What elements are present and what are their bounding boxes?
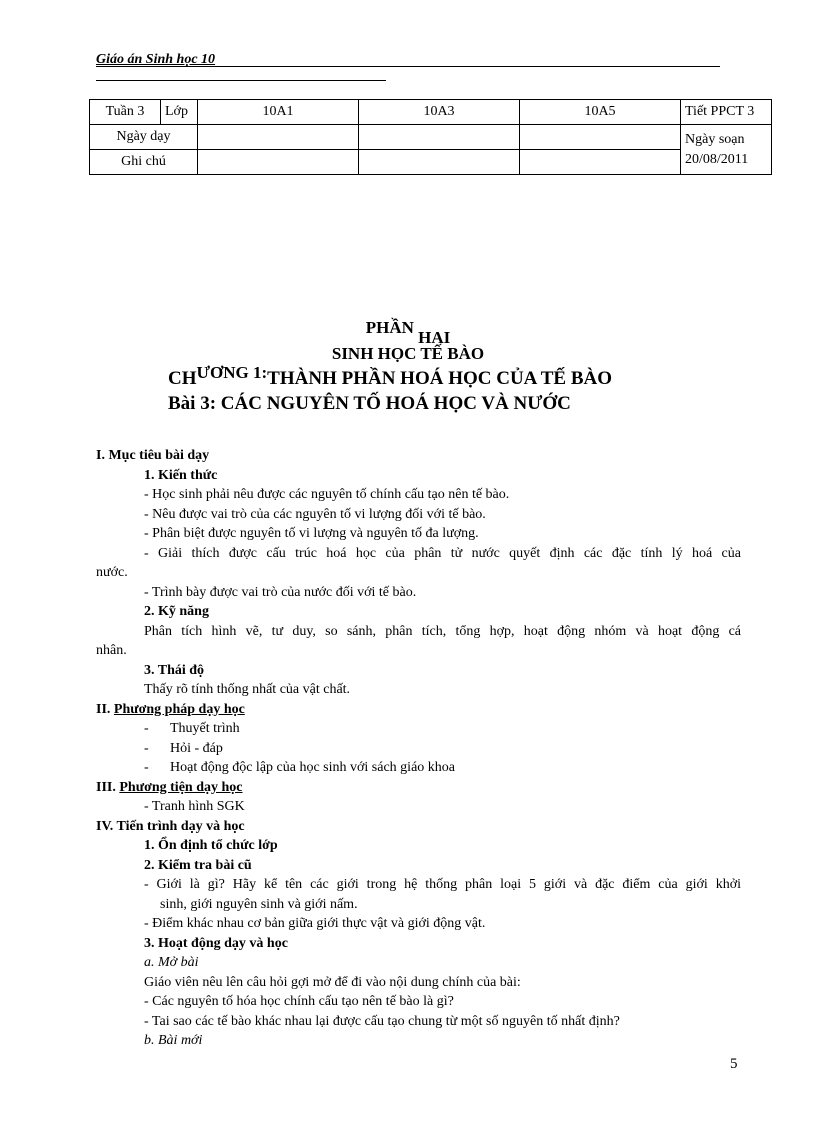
- header-rule-long: [96, 66, 720, 67]
- schedule-table: [89, 99, 772, 175]
- table-cell-empty: [520, 150, 681, 175]
- table-cell-class-10a3: 10A3: [359, 100, 520, 125]
- subsection-heading: 1. Ổn định tổ chức lớp: [144, 838, 278, 853]
- subsection-heading: 2. Kỹ năng: [144, 604, 209, 619]
- list-item: [96, 739, 741, 759]
- subsection-heading: 3. Hoạt động dạy và học: [144, 935, 288, 951]
- list-item: - Điểm khác nhau cơ bản giữa giới thực vật và giới động vật.: [144, 916, 486, 931]
- list-item: [96, 758, 741, 778]
- list-item-continuation: sinh, giới nguyên sinh và giới nấm.: [160, 896, 358, 912]
- list-item: - Tai sao các tế bào khác nhau lại được cấu tạo chung từ một số nguyên tố nhất định?: [144, 1013, 620, 1029]
- bullet-dash: -: [144, 740, 149, 756]
- list-item: - Phân biệt được nguyên tố vi lượng và nguyên tố đa lượng.: [144, 526, 479, 541]
- table-cell-empty: [198, 150, 359, 175]
- section-heading: [96, 700, 741, 720]
- section-title: Phương tiện dạy học: [119, 779, 243, 795]
- table-row: [90, 150, 772, 175]
- list-item: - Giới là gì? Hãy kể tên các giới trong hệ thống phân loại 5 giới và đặc điểm của giới khởi: [144, 877, 741, 892]
- paragraph: Thấy rõ tính thống nhất của vật chất.: [144, 682, 351, 697]
- table-cell-period: Tiết PPCT 3: [681, 100, 772, 125]
- part-title: [0, 318, 816, 347]
- section-heading: IV. Tiến trình dạy và học: [96, 818, 245, 834]
- paragraph: Phân tích hình vẽ, tư duy, so sánh, phân tích, tổng hợp, hoạt động nhóm và hoạt động cá: [144, 623, 741, 639]
- paragraph: Giáo viên nêu lên câu hỏi gợi mở để đi vào nội dung chính của bài:: [144, 974, 521, 990]
- header-rule-short: [96, 80, 386, 81]
- list-item-text: Hỏi - đáp: [170, 740, 223, 756]
- section-title: Phương pháp dạy học: [113, 701, 245, 717]
- table-cell-empty: [520, 125, 681, 150]
- table-cell-teaching-date-label: Ngày dạy: [90, 125, 198, 150]
- list-item: - Học sinh phải nêu được các nguyên tố chính cấu tạo nên tế bào.: [144, 487, 510, 502]
- subsection-heading: 2. Kiểm tra bài cũ: [144, 857, 252, 873]
- subsection-heading: 3. Thái độ: [144, 662, 205, 678]
- subsection-heading: 1. Kiến thức: [144, 467, 218, 483]
- table-cell-class-10a5: 10A5: [520, 100, 681, 125]
- section-number: II.: [96, 701, 114, 717]
- subsection-label: a. Mở bài: [144, 955, 199, 970]
- table-cell-empty: [359, 125, 520, 150]
- table-cell-week: Tuần 3: [90, 100, 161, 125]
- bullet-dash: -: [144, 721, 149, 736]
- part-number: HAI: [418, 328, 451, 347]
- list-item-continuation: nước.: [96, 565, 128, 580]
- list-item: - Các nguyên tố hóa học chính cấu tạo nên tế bào là gì?: [144, 994, 454, 1009]
- section-number: III.: [96, 779, 120, 795]
- lesson-title: Bài 3: CÁC NGUYÊN TỐ HOÁ HỌC VÀ NƯỚC: [168, 393, 571, 414]
- list-item: - Giải thích được cấu trúc hoá học của phân tử nước quyết định các đặc tính lý hoá của: [144, 545, 741, 561]
- paragraph-continuation: nhân.: [96, 643, 127, 658]
- part-subtitle: SINH HỌC TẾ BÀO: [331, 344, 485, 363]
- list-item-text: Thuyết trình: [170, 721, 240, 736]
- table-cell-class-label: Lớp: [161, 100, 198, 125]
- lesson-body: [96, 446, 741, 1051]
- subsection-label: b. Bài mới: [144, 1033, 203, 1048]
- list-item: - Nêu được vai trò của các nguyên tố vi lượng đối với tế bào.: [144, 506, 486, 522]
- chapter-name: THÀNH PHẦN HOÁ HỌC CỦA TẾ BÀO: [267, 368, 613, 389]
- part-label: PHẦN: [365, 318, 414, 337]
- section-heading: [96, 778, 741, 798]
- table-cell-notes-label: Ghi chú: [90, 150, 198, 175]
- chapter-title: [168, 363, 613, 390]
- table-cell-empty: [359, 150, 520, 175]
- list-item: - Trình bày được vai trò của nước đối với tế bào.: [144, 584, 417, 600]
- chapter-number: ƯƠNG 1:: [196, 363, 268, 382]
- table-row: [90, 125, 772, 150]
- table-cell-prep-date: [681, 125, 772, 175]
- table-cell-class-10a1: 10A1: [198, 100, 359, 125]
- table-row: [90, 100, 772, 125]
- section-heading: I. Mục tiêu bài dạy: [96, 448, 210, 463]
- list-item: - Tranh hình SGK: [144, 799, 245, 814]
- document-header-title: Giáo án Sinh học 10: [96, 52, 216, 67]
- page-number: 5: [730, 1056, 738, 1072]
- bullet-dash: -: [144, 760, 149, 775]
- table-cell-empty: [198, 125, 359, 150]
- prep-date-value: 20/08/2011: [685, 151, 749, 167]
- list-item-text: Hoạt động độc lập của học sinh với sách giáo khoa: [170, 760, 455, 775]
- list-item: [96, 719, 741, 739]
- prep-date-label: Ngày soạn: [685, 131, 745, 147]
- chapter-prefix: CH: [168, 368, 197, 389]
